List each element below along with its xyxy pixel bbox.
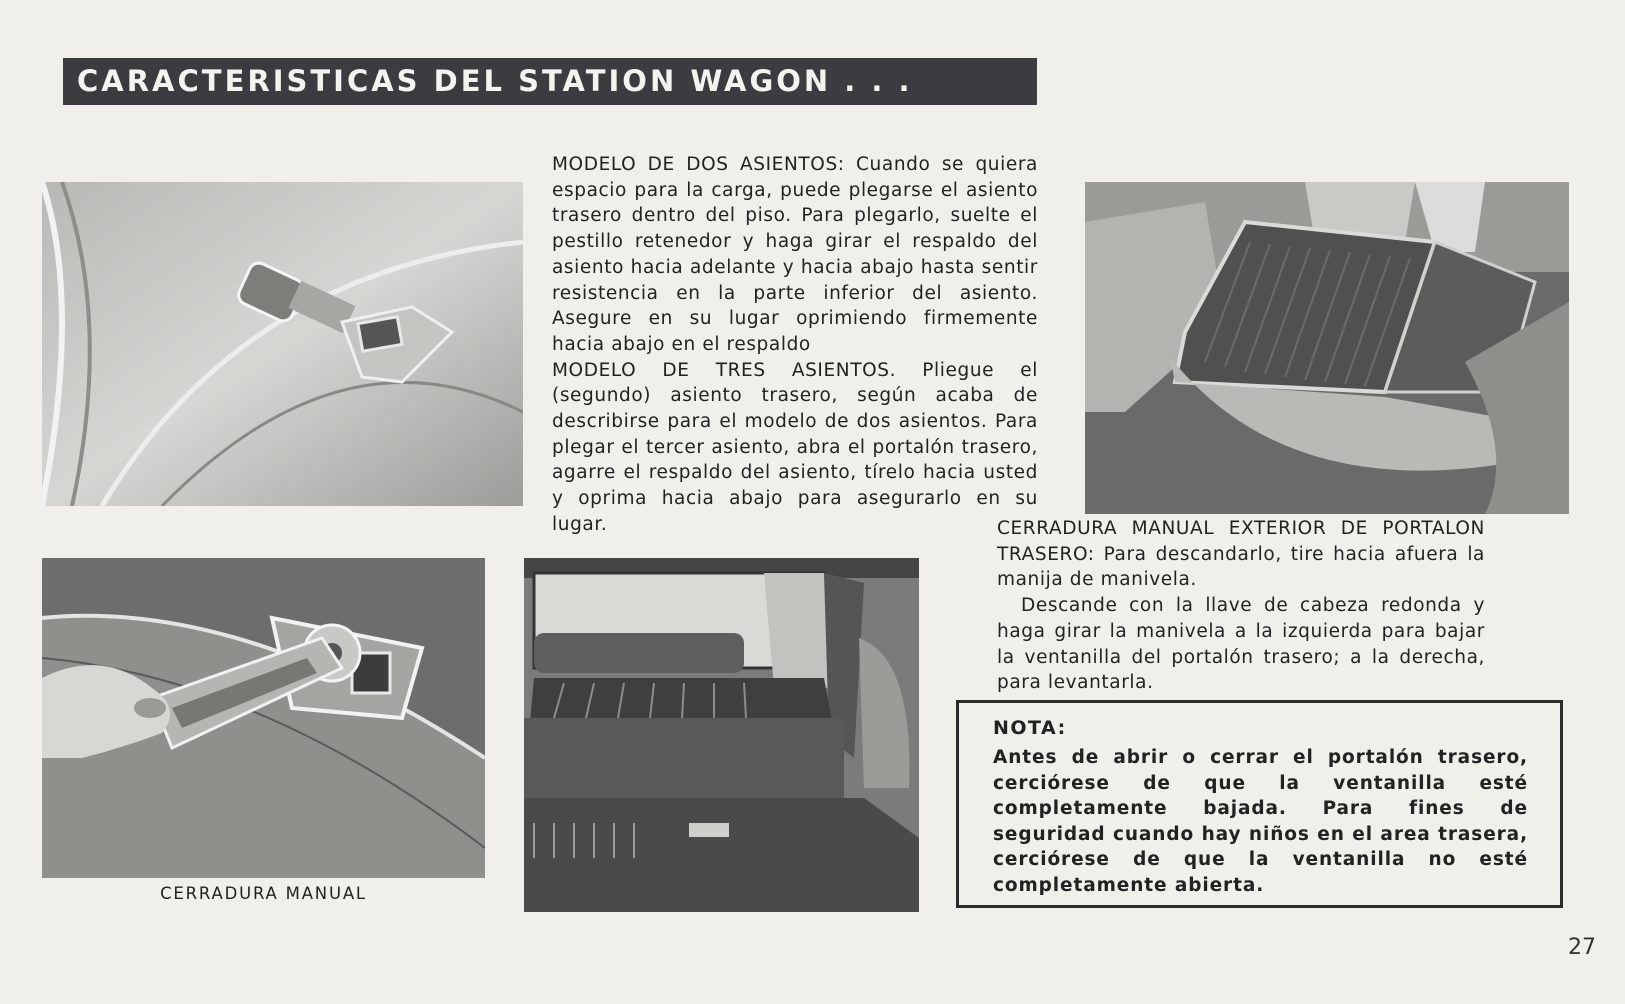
folding-seat-photo [1085,182,1569,514]
page-number: 27 [1568,935,1596,960]
manual-lock-photo [42,558,485,878]
two-seat-model-text: Cuando se quiera espacio para la carga, puede plegarse el asiento trasero dentro del piso. Para plegarlo, suelte el pestillo retenedor y haga girar el respaldo del asiento hacia adelante y hacia abajo hasta sentir resistencia en la parte inferior del asiento. Asegure en su lugar oprimiendo firmemente hacia abajo en el respaldo [552,154,1038,355]
cargo-area-photo [524,558,919,912]
tailgate-lock-instructions [997,516,1485,696]
seat-latch-photo [42,182,523,506]
page-title: CARACTERISTICAS DEL STATION WAGON . . . [63,58,1037,105]
tailgate-lock-text: Para descandarlo, tire hacia afuera la manija de manivela. [997,543,1485,591]
note-heading: NOTA: [993,717,1067,739]
note-box [956,700,1563,908]
three-seat-model-text: Pliegue el (segundo) asiento trasero, según acaba de describirse para el modelo de dos asientos. Para plegar el tercer asiento, abra el portalón trasero, agarre el respaldo del asiento, tírelo hacia usted y oprima hacia abajo para asegurarlo en su lugar. [552,359,1038,535]
tailgate-window-text: Descande con la llave de cabeza redonda y haga girar la manivela a la izquierda para bajar la ventanilla del portalón trasero; a la derecha, para levantarla. [997,595,1485,694]
tailgate-lock-heading: CERRADURA MANUAL EXTERIOR DE PORTALON TRASERO: [997,518,1485,565]
photo-caption: CERRADURA MANUAL [160,884,367,903]
note-text: Antes de abrir o cerrar el portalón trasero, cerciórese de que la ventanilla esté completamente bajada. Para fines de seguridad cuando hay niños en el area trasera, cerciórese de que la ventanilla no esté completamente abierta. [993,747,1528,896]
seat-folding-instructions [552,152,1038,538]
three-seat-model-heading: MODELO DE TRES ASIENTOS. [552,359,897,381]
two-seat-model-heading: MODELO DE DOS ASIENTOS: [552,154,845,175]
